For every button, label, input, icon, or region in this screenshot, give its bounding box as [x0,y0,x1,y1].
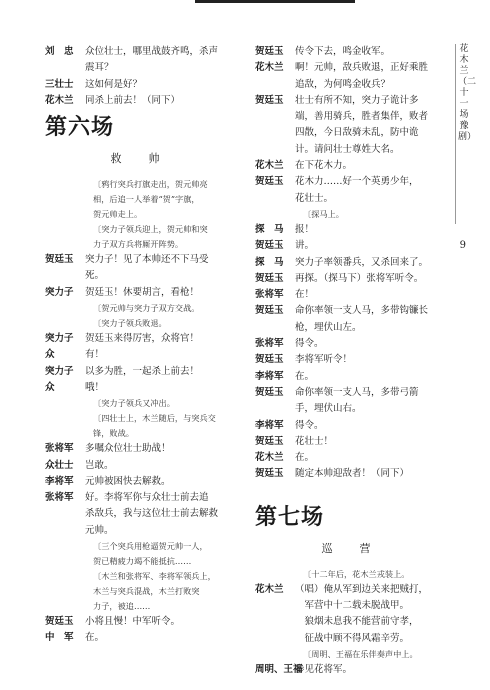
speaker-name: 众 [45,381,55,393]
dialogue-text: 贺廷玉来得厉害，众将官！ [85,333,200,345]
dialogue-line [45,506,233,522]
speaker-name: 花木兰 [255,62,284,74]
dialogue-line [255,60,445,76]
dialogue-text: 同杀上前去！（同下） [85,94,181,106]
stage-direction: 相，后追一人举着“贺”字旗， [93,194,200,205]
dialogue-text: 李将军听令！ [295,354,353,366]
dialogue-text: 啊！元帅，敌兵败退，正好乘胜 [295,62,429,74]
dialogue-line [255,598,445,614]
dialogue-line [255,401,445,417]
speaker-name [45,268,85,284]
dialogue-text: 震耳？ [85,62,114,74]
speaker-name [255,401,295,417]
speaker-name: 众 [45,349,55,361]
dialogue-text: 突力子！见了本帅还不下马受 [85,254,209,266]
speaker-name [255,125,295,141]
speaker-name: 张将军 [255,289,284,301]
speaker-name: 花木兰 [255,452,284,464]
dialogue-text: 突力子率领番兵，又杀回来了。 [295,256,429,268]
dialogue-line [255,238,445,254]
dialogue-text: 贺廷玉！休要胡言，看枪！ [85,286,200,298]
dialogue-text: 征战中顾不得风霜辛劳。 [295,632,410,644]
dialogue-line [45,458,233,474]
dialogue-line [255,255,445,271]
speaker-name: 周明、王福 [255,663,303,675]
dialogue-text: 小将且慢！中军听令。 [85,616,181,628]
scene7-heading: 第七场 [255,504,325,530]
speaker-name: 贺廷玉 [45,254,74,266]
speaker-name: 贺廷玉 [255,435,284,447]
dialogue-text: 众位壮士，哪里战鼓齐鸣，杀声 [85,46,219,57]
scene6-continued [255,44,445,483]
scene7-body [255,567,445,678]
dialogue-line [255,109,445,125]
speaker-name: 花木兰 [255,160,284,172]
dialogue-text: （唱）俺从军到边关来把贼打， [295,583,429,595]
speaker-name: 中 军 [45,632,74,644]
speaker-name [255,320,295,336]
dialogue-text: 好。李将军你与众壮士前去追 [85,492,209,504]
speaker-name: 李将军 [45,475,74,487]
scene5-ending [45,44,233,109]
dialogue-line [255,77,445,93]
dialogue-text: 以多为胜，一起杀上前去！ [85,365,200,377]
stage-direction: 贺已精疲力竭不能抵抗…… [93,556,192,567]
dialogue-line [45,285,233,301]
dialogue-text: 传令下去，鸣金收军。 [295,46,391,57]
dialogue-line [255,466,445,482]
stage-direction: 力子双方兵将厮开阵势。 [93,239,184,250]
speaker-name: 李将军 [255,419,284,431]
dialogue-line [255,662,445,678]
dialogue-line [255,158,445,174]
dialogue-line [255,614,445,630]
dialogue-text: 端，善用骑兵，胜者集伴，败者 [295,111,429,123]
dialogue-line [255,125,445,141]
speaker-name: 张将军 [255,338,284,350]
dialogue-line [255,191,445,207]
speaker-name: 贺廷玉 [255,272,284,284]
speaker-name: 突力子 [45,286,74,298]
speaker-name: 三壮士 [45,78,74,90]
dialogue-line [45,614,233,630]
dialogue-text: 在！ [295,289,315,301]
dialogue-text: 在下花木力。 [295,160,353,172]
dialogue-line [255,142,445,158]
dialogue-line [255,303,445,319]
speaker-name: 贺廷玉 [255,46,284,57]
dialogue-text: 得令。 [295,338,324,350]
stage-direction: 贺元帅走上。 [93,209,143,220]
dialogue-text: 多嘱众位壮士助战！ [85,443,171,455]
speaker-name: 贺廷玉 [255,305,284,317]
dialogue-text: 这如何是好？ [85,78,143,90]
scene6-heading: 第六场 [45,115,115,141]
speaker-name: 贺廷玉 [255,94,284,106]
stage-direction: 〔突力子领兵迎上，贺元帅和突 [93,224,208,235]
dialogue-text: 在。 [85,632,105,644]
dialogue-line [45,523,233,539]
stage-direction: 〔三个突兵用枪逼贺元帅一人， [93,541,208,552]
speaker-name: 花木兰 [255,583,284,595]
speaker-name: 突力子 [45,365,74,377]
dialogue-line [255,352,445,368]
top-rule [195,0,355,3]
dialogue-text: 元帅被困快去解救。 [85,475,171,487]
dialogue-line [45,474,233,490]
right-column [255,44,445,678]
scene7-title: 巡 营 [321,541,379,555]
dialogue-text: 随定本帅迎敌者！（同下） [295,468,410,480]
dialogue-text: 哦！ [85,381,105,393]
speaker-name: 探 马 [255,256,284,268]
dialogue-text: 再探。（探马下）张将军听令。 [295,272,424,284]
stage-direction: 锋，败战。 [93,428,134,439]
dialogue-line [255,222,445,238]
dialogue-line [45,630,233,646]
stage-direction: 〔周明、王福在乐伴奏声中上。 [303,648,418,659]
speaker-name: 张将军 [45,492,74,504]
left-column [45,44,233,647]
stage-direction: 〔突力子领兵又冲出。 [93,398,175,409]
speaker-name: 探 马 [255,223,284,235]
speaker-name [255,631,295,647]
stage-direction: 力子，被追…… [93,601,151,612]
speaker-name: 花木兰 [45,94,74,106]
stage-direction: 〔鸦行突兵打旗走出，贺元帅亮 [93,179,208,190]
dialogue-line [45,441,233,457]
dialogue-line [255,385,445,401]
dialogue-line [45,44,233,60]
dialogue-text: 杀敌兵，我与这位壮士前去解救 [85,508,219,520]
dialogue-line [45,268,233,284]
scene6-title: 救 帅 [110,152,168,166]
speaker-name: 贺廷玉 [255,354,284,366]
dialogue-text: 花壮士！ [295,435,334,447]
dialogue-text: 花木力……好一个英勇少年， [295,176,419,188]
dialogue-text: 狼烟未息我不能营前守孝， [295,616,419,628]
stage-direction: 〔探马上。 [303,208,344,219]
dialogue-line [255,174,445,190]
stage-direction: 〔突力子领兵败退。 [93,318,167,329]
dialogue-text: 报！ [295,223,315,235]
speaker-name [255,614,295,630]
speaker-name: 突力子 [45,333,74,345]
dialogue-text: 得令。 [295,419,324,431]
speaker-name: 李将军 [255,370,284,382]
dialogue-line [45,252,233,268]
stage-direction: 〔木兰和张将军、李将军领兵上， [93,571,216,582]
speaker-name [45,506,85,522]
scene6-body [45,177,233,646]
speaker-name: 贺廷玉 [255,468,284,480]
dialogue-text: 计。请问壮士尊姓大名。 [295,143,400,155]
dialogue-line [45,77,233,93]
dialogue-text: 讲。 [295,240,315,252]
speaker-name [255,77,295,93]
dialogue-line [255,369,445,385]
dialogue-line [255,44,445,60]
dialogue-line [255,450,445,466]
dialogue-line [45,331,233,347]
dialogue-line [45,490,233,506]
speaker-name: 贺廷玉 [255,386,284,398]
dialogue-text: 军营中十二载未脱战甲。 [295,600,410,612]
speaker-name [255,191,295,207]
dialogue-line [255,320,445,336]
speaker-name [255,598,295,614]
dialogue-text: 追敌，为何鸣金收兵？ [295,78,391,90]
dialogue-text: 四散，今日敌骑未乱，防中诡 [295,127,419,139]
speaker-name: 贺廷玉 [255,240,284,252]
dialogue-text: 花壮士。 [295,192,334,204]
dialogue-line [45,380,233,396]
dialogue-line [45,93,233,109]
speaker-name [45,60,85,76]
dialogue-text: 枪，埋伏山左。 [295,321,362,333]
running-header: 花木兰（二十一场豫剧） [458,44,477,142]
side-divider [455,44,456,224]
dialogue-text: 命你率领一支人马，多带弓箭 [295,386,419,398]
dialogue-line [255,434,445,450]
stage-direction: 木兰与突兵混战，木兰打败突 [93,586,200,597]
dialogue-line [255,336,445,352]
stage-direction: 〔贺元帅与突力子双方交战。 [93,303,200,314]
dialogue-text: 岂敢。 [85,459,114,471]
speaker-name: 刘 忠 [45,46,74,57]
dialogue-line [255,631,445,647]
dialogue-line [255,287,445,303]
dialogue-line [45,364,233,380]
dialogue-text: 元帅。 [85,524,114,536]
dialogue-text: 手，埋伏山右。 [295,403,362,415]
dialogue-line [255,418,445,434]
dialogue-text: 有！ [85,349,105,361]
dialogue-text: 参见花将军。 [295,663,353,675]
stage-direction: 〔十二年后，花木兰戎装上。 [303,568,410,579]
stage-direction: 〔四壮士上，木兰随后，与突兵交 [93,413,216,424]
dialogue-text: 在。 [295,370,315,382]
dialogue-text: 在。 [295,452,315,464]
speaker-name [45,523,85,539]
speaker-name [255,142,295,158]
dialogue-line [255,93,445,109]
page-number: 9 [459,240,466,251]
dialogue-text: 命你率领一支人马，多带钩镰长 [295,305,429,317]
dialogue-line [255,582,445,598]
speaker-name: 张将军 [45,443,74,455]
speaker-name: 贺廷玉 [255,176,284,188]
dialogue-text: 壮士有所不知，突力子诡计多 [295,94,419,106]
dialogue-text: 死。 [85,270,105,282]
dialogue-line [45,347,233,363]
speaker-name [255,109,295,125]
dialogue-line [255,271,445,287]
speaker-name: 众壮士 [45,459,74,471]
speaker-name: 贺廷玉 [45,616,74,628]
dialogue-line [45,60,233,76]
